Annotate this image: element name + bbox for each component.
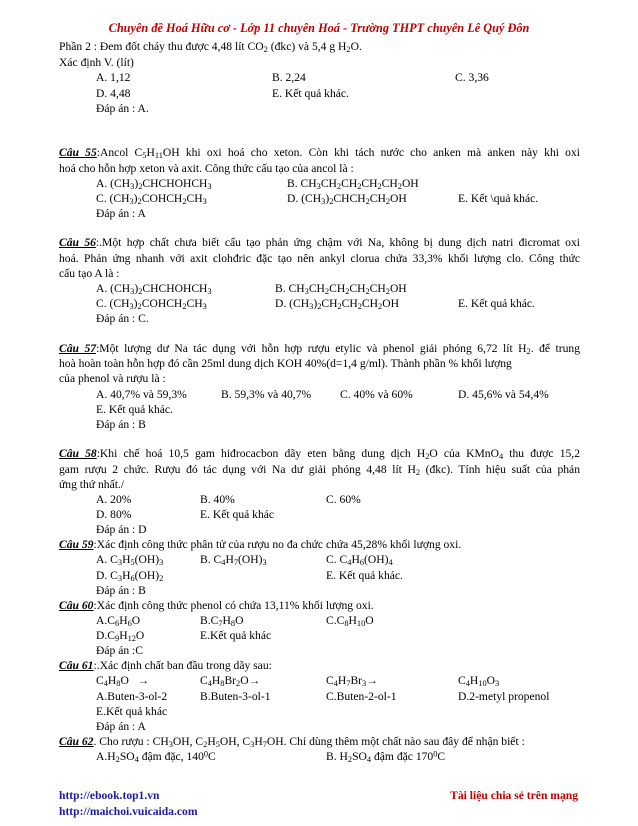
option: B. 40% [200,493,235,506]
option: A. 1,12 [96,71,131,84]
option: A. 20% [96,493,132,506]
question-62-line1: Câu 62. Cho rượu : $CH_3OH$, $C_2H_5OH$, $C_3H_7OH$. Chỉ dùng thêm một chất nào sau đây để nhận biết : [59,735,525,750]
option: C. $C_4H_6(OH)_4$ [326,553,393,568]
option: E. Kết quả khác. [96,403,173,416]
question-label: Câu 55 [59,146,97,159]
question-58-line2: gam rượu 2 chức. Rượu đó tác dụng với Na dư giải phóng 4,48 lít $H_2$ (đkc). Tính hiệu suất của phản [59,463,580,478]
question-56-line2: hoá. Phản ứng nhanh với axit clohđric đặc tạo nên ankyl clorua chứa 33,3% khối lượng clo. Công thức [59,252,580,265]
question-label: Câu 57 [59,342,97,355]
question-59-line1: Câu 59:Xác định công thức phân tử của rượu no đa chức chứa 45,28% khối lượng oxi. [59,538,462,551]
question-60-line1: Câu 60:Xác định công thức phenol có chứa 13,11% khối lượng oxi. [59,599,374,612]
option: B.Buten-3-ol-1 [200,690,271,703]
option: D. $(CH_3)_2CH_2CH_2CH_2OH$ [275,297,399,312]
option: B. $H_2SO_4$ đậm đặc $170^0C$ [326,749,446,765]
answer: Đáp án : A [96,207,146,220]
option: B. $CH_3CH_2CH_2CH_2CH_2OH$ [287,177,419,192]
question-56-line3: cấu tạo A là : [59,267,120,280]
option: $B.C_7H_8O$ [200,614,244,629]
option: A. 40,7% và 59,3% [96,388,187,401]
option: A. $(CH_3)_2CHCHOHCH_3$ [96,282,212,297]
option: D.2-metyl propenol [458,690,550,703]
reaction-step: $C_4H_{10}O_3$ [458,674,500,689]
answer: Đáp án : A [96,720,146,733]
reaction-step: $C_4H_8O$ → [96,674,150,689]
option: $A.H_2SO_4$ đậm đặc, $140^0C$ [96,749,216,765]
option: B. 59,3% và 40,7% [221,388,312,401]
page-header: Chuyên đề Hoá Hữu cơ - Lớp 11 chuyên Hoá - Trường THPT chuyên Lê Quý Đôn [108,21,530,35]
footer-link-maichoi[interactable]: http://maichoi.vuicaida.com [59,805,198,818]
option: A. $C_3H_5(OH)_3$ [96,553,164,568]
question-57-line1: Câu 57:Một lượng dư Na tác dụng với hỗn hợp rượu etylic và phenol giải phóng 6,72 lít $H_2$. để trung [59,342,580,357]
option: C. 40% và 60% [340,388,413,401]
option: E. Kết \quả khác. [458,192,539,205]
option: B. $CH_3CH_2CH_2CH_2CH_2OH$ [275,282,407,297]
question-55-line2: hoá cho hỗn hợp xeton và axit. Công thức cấu tạo của ancol là : [59,162,354,175]
option: D. 80% [96,508,132,521]
question-58-line1: Câu 58:Khi chế hoá 10,5 gam hiđrocacbon dãy eten bằng dung dịch $H_2O$ của KMnO$_4$ thu được 15,2 [59,447,580,462]
question-55-line1: Câu 55:Ancol $C_5H_{11}OH$ khi oxi hoá cho xeton. Còn khi tách nước cho anken mà anken này khi oxi [59,146,580,161]
question-label: Câu 59 [59,538,94,551]
option: C. $(CH_3)_2COHCH_2CH_3$ [96,192,207,207]
option: C.Buten-2-ol-1 [326,690,397,703]
option: D. $(CH_3)_2CHCH_2CH_2OH$ [287,192,407,207]
option: E. Kết quả khác. [458,297,535,310]
footer-note: Tài liệu chia sẻ trên mạng [450,789,578,802]
answer: Đáp án :C [96,644,144,657]
reaction-step: $C_4H_8Br_2O\to$ [200,674,261,689]
question-label: Câu 56 [59,236,96,249]
question-label: Câu 61 [59,659,94,672]
answer: Đáp án : D [96,523,147,536]
option: C. 60% [326,493,361,506]
option: $D.C_9H_{12}O$ [96,629,145,644]
option: C. 3,36 [455,71,489,84]
answer: Đáp án : C. [96,312,149,325]
question-57-line2: hoà hoàn toàn hỗn hợp đó cần 25ml dung dịch KOH 40%(d=1,4 g/ml). Thành phần % khối lượng [59,357,512,370]
answer: Đáp án : A. [96,102,149,115]
option: C. $(CH_3)_2COHCH_2CH_3$ [96,297,207,312]
option: A.Buten-3-ol-2 [96,690,168,703]
option: B. $C_4H_7(OH)_3$ [200,553,267,568]
part2-line1: Phần 2 : Đem đốt cháy thu được 4,48 lít $CO_2$ (đkc) và 5,4 g $H_2O$. [59,40,362,55]
answer: Đáp án : B [96,418,146,431]
option: A. $(CH_3)_2CHCHOHCH_3$ [96,177,212,192]
answer: Đáp án : B [96,584,146,597]
question-56-line1: Câu 56:.Một hợp chất chưa biết cấu tạo phản ứng chậm với Na, không bị dung dịch natri đicromat oxi [59,236,580,249]
question-label: Câu 60 [59,599,94,612]
question-61-line1: Câu 61:.Xác định chất ban đầu trong dãy sau: [59,659,272,672]
question-57-line3: của phenol và rượu là : [59,372,166,385]
part2-line2: Xác định V. (lít) [59,56,134,69]
option: $C.C_8H_{10}O$ [326,614,374,629]
option: $A.C_6H_6O$ [96,614,141,629]
option: D. 45,6% và 54,4% [458,388,549,401]
reaction-step: $C_4H_7Br_3\to$ [326,674,378,689]
option: B. 2,24 [272,71,306,84]
question-label: Câu 58 [59,447,97,460]
option: D. 4,48 [96,87,131,100]
question-58-line3: ứng thứ nhất./ [59,478,125,491]
option: E.Kết quả khác [200,629,272,642]
option: E. Kết quả khác [200,508,275,521]
footer-link-ebook[interactable]: http://ebook.top1.vn [59,789,160,802]
option: D. $C_3H_6(OH)_2$ [96,569,164,584]
option: E. Kết quả khác. [326,569,403,582]
option: E. Kết quả khác. [272,87,349,100]
option: E.Kết quả khác [96,705,168,718]
question-label: Câu 62 [59,735,94,748]
